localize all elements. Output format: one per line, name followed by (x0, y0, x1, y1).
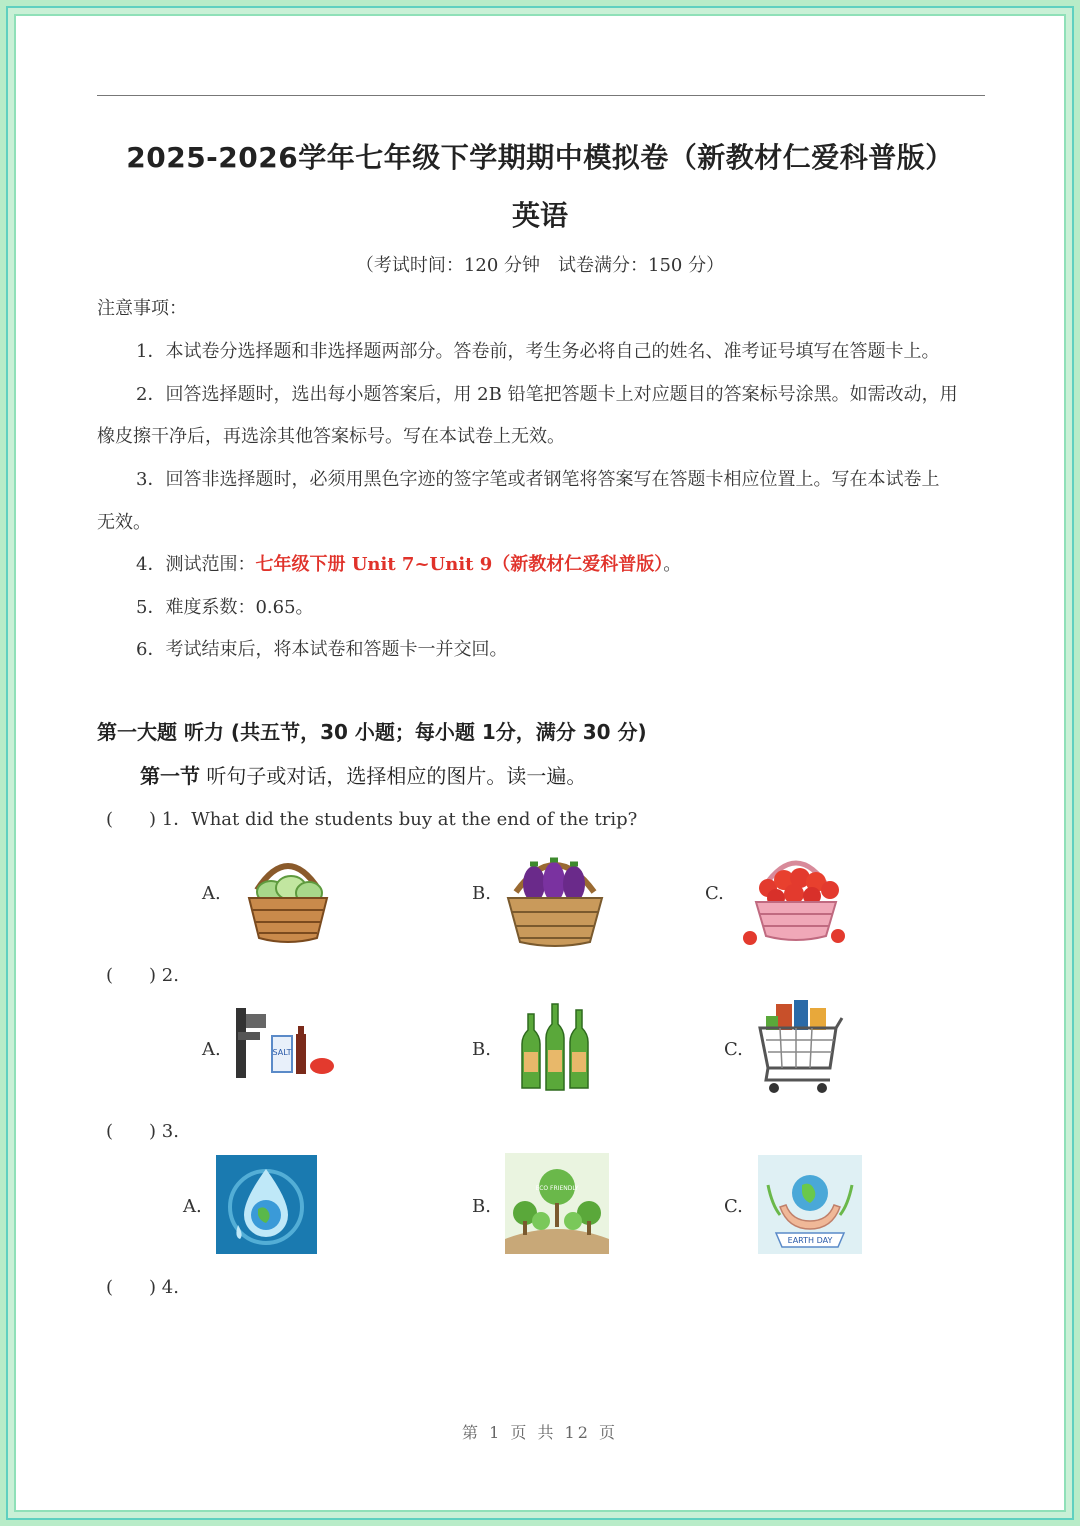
notice-item-4-prefix: 4．测试范围： (136, 554, 256, 575)
q3-option-c-label: C. (724, 1196, 743, 1217)
part-label: 第一节 (140, 764, 200, 788)
water-earth-image (216, 1155, 317, 1254)
page-footer: 第 1 页 共 12 页 (462, 1423, 618, 1442)
question-4: ( ) 4. (106, 1277, 179, 1298)
basket-cabbage-image (243, 848, 333, 946)
q2-option-b-label: B. (472, 1039, 491, 1060)
q1-option-c-label: C. (705, 883, 724, 904)
notice-heading: 注意事项： (97, 298, 187, 319)
q2-option-a-label: A. (202, 1039, 221, 1060)
salt-package-label: SALT (272, 1048, 292, 1057)
earth-day-image (758, 1155, 862, 1254)
notice-item-3-line-1: 3．回答非选择题时，必须用黑色字迹的签字笔或者钢笔将答案写在答题卡相应位置上。写在本试卷上 (136, 469, 940, 490)
exam-title: 2025-2026学年七年级下学期期中模拟卷（新教材仁爱科普版） (126, 141, 954, 174)
notice-item-4-suffix: 。 (663, 554, 682, 575)
eco-friendly-label: ECO FRIENDLY (535, 1185, 579, 1192)
part-instruction: 听句子或对话，选择相应的图片。读一遍。 (200, 764, 587, 788)
shopping-cart-image (756, 996, 844, 1096)
question-3: ( ) 3. (106, 1121, 179, 1142)
test-range: 七年级下册 Unit 7~Unit 9（新教材仁爱科普版） (255, 554, 664, 575)
section-title: 第一大题 听力 (共五节，30 小题；每小题 1分，满分 30 分) (97, 720, 647, 744)
basket-eggplant-image (504, 840, 606, 950)
q3-option-a-label: A. (183, 1196, 202, 1217)
notice-item-1: 1．本试卷分选择题和非选择题两部分。答卷前，考生务必将自己的姓名、准考证号填写在答题卡上。 (136, 341, 940, 362)
q3-option-b-label: B. (472, 1196, 491, 1217)
question-1: ( ) 1．What did the students buy at the end of the trip? (106, 809, 638, 830)
notice-item-2-line-1: 2．回答选择题时，选出每小题答案后，用 2B 铅笔把答题卡上对应题目的答案标号涂黑。如需改动，用 (136, 384, 958, 405)
q1-option-a-label: A. (202, 883, 221, 904)
q2-option-c-label: C. (724, 1039, 743, 1060)
notice-item-5: 5．难度系数：0.65。 (136, 597, 314, 618)
basket-strawberry-image (740, 840, 852, 948)
notice-item-4 (136, 550, 681, 576)
question-2: ( ) 2. (106, 965, 179, 986)
notice-item-2-line-2: 橡皮擦干净后，再选涂其他答案标号。写在本试卷上无效。 (97, 426, 565, 447)
green-bottles-image (518, 1000, 592, 1092)
cashier-salt-sauce-image (232, 1004, 336, 1078)
header-rule (97, 95, 985, 96)
q1-option-b-label: B. (472, 883, 491, 904)
section-part-1 (140, 760, 586, 789)
exam-subject: 英语 (511, 199, 568, 232)
eco-friendly-trees-image (505, 1153, 609, 1254)
notice-item-6: 6．考试结束后，将本试卷和答题卡一并交回。 (136, 639, 508, 660)
earth-day-label: EARTH DAY (787, 1236, 833, 1245)
notice-item-3-line-2: 无效。 (97, 512, 151, 533)
exam-info: （考试时间：120 分钟 试卷满分：150 分） (355, 255, 725, 276)
